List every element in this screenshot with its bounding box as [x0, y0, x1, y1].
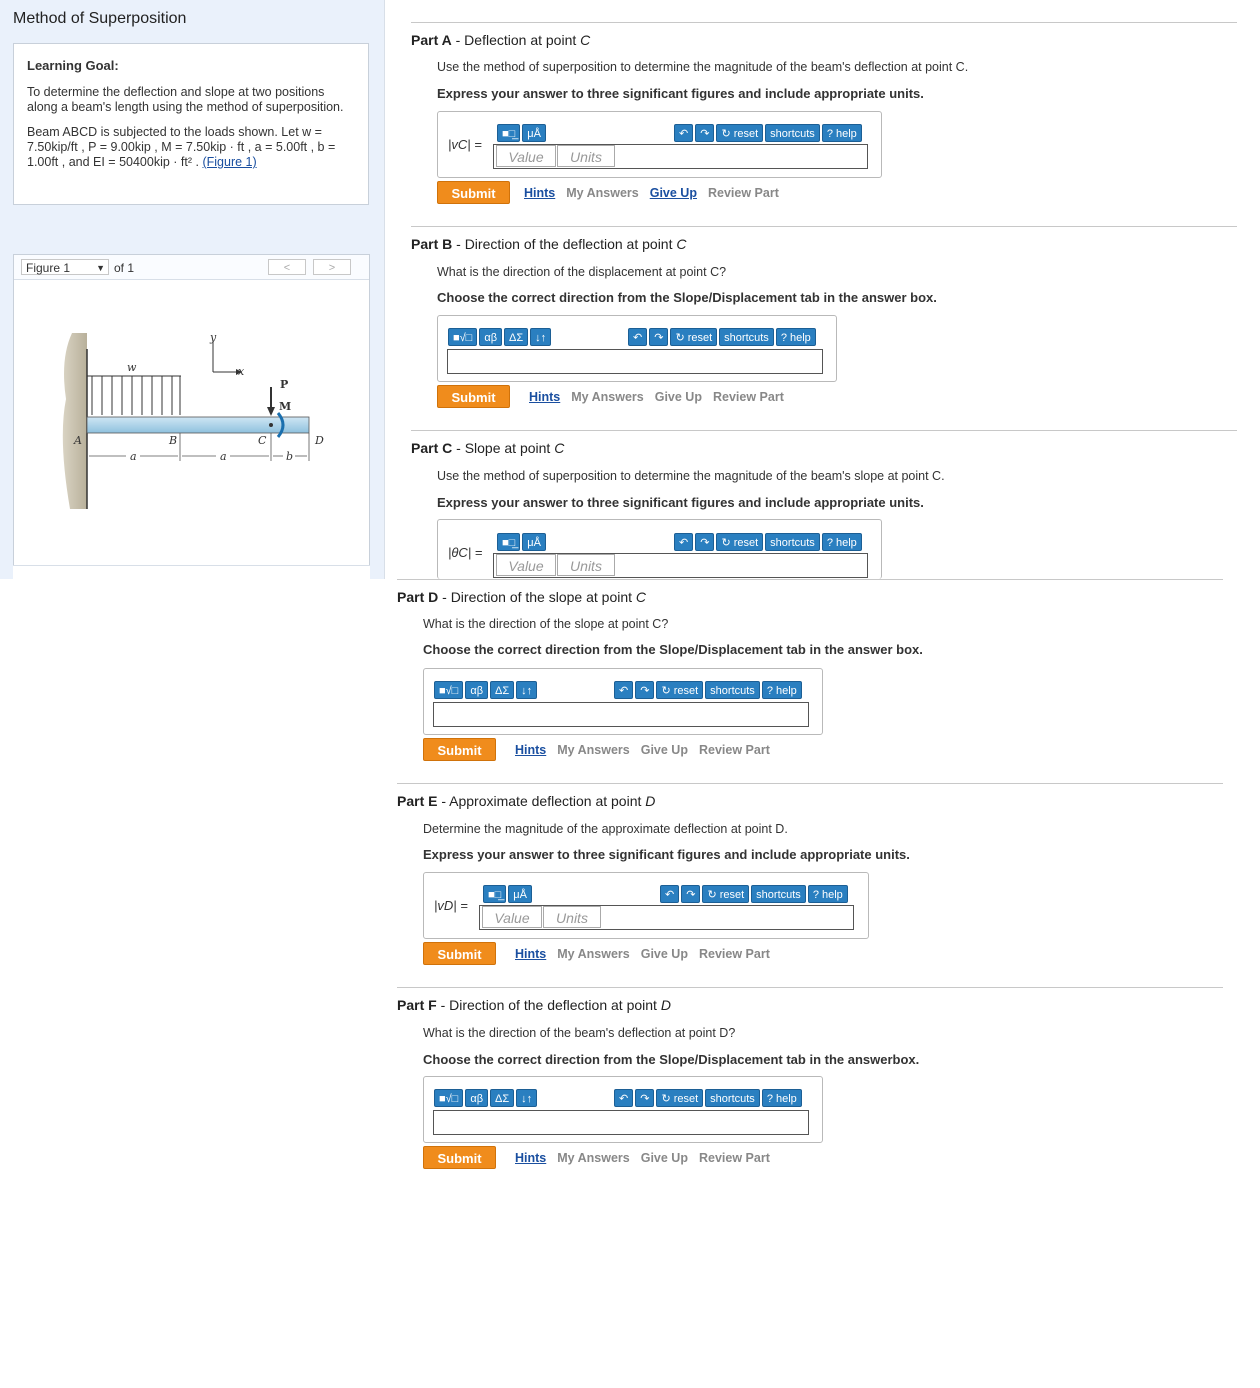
dim-a1-label: a [130, 450, 137, 463]
part-f-links [515, 1151, 781, 1165]
learning-goal-text: To determine the deflection and slope at two positions along a beam's length using the method of superposition. [27, 85, 344, 114]
hints-link[interactable]: Hints [515, 947, 547, 961]
part-b-toolbar-left [448, 328, 551, 346]
give-up-link[interactable]: Give Up [640, 1151, 688, 1165]
figure-header [14, 255, 369, 280]
part-b-question: What is the direction of the displacement at point C? [437, 265, 727, 279]
templates-button[interactable]: ■□̲ [497, 124, 520, 142]
part-b-instruction: Choose the correct direction from the Slope/Displacement tab in the answer box. [437, 290, 937, 305]
x-axis-label: x [238, 365, 245, 378]
my-answers-link[interactable]: My Answers [557, 947, 630, 961]
redo-icon[interactable]: ↷ [681, 885, 700, 903]
part-f-instruction: Choose the correct direction from the Slope/Displacement tab in the answerbox. [423, 1052, 920, 1067]
part-d-toolbar-left [434, 681, 537, 699]
p-label: P [280, 378, 289, 391]
part-a-links [524, 186, 790, 200]
greek-button[interactable]: αβ [465, 1089, 488, 1107]
m-label: M [279, 400, 292, 413]
c-point-label: C [258, 434, 267, 447]
part-d-links [515, 743, 781, 757]
part-f-question: What is the direction of the beam's deflection at point D? [423, 1026, 736, 1040]
figure-count: of 1 [114, 261, 135, 275]
dimension-lines [89, 433, 309, 461]
problem-title: Method of Superposition [13, 10, 187, 27]
delta-button[interactable]: ΔΣ [490, 681, 514, 699]
part-d-title[interactable]: Part D - Direction of the slope at point C [397, 589, 647, 605]
undo-icon[interactable]: ↶ [614, 1089, 633, 1107]
templates-button[interactable]: ■□̲ [497, 533, 520, 551]
shortcuts-button[interactable]: shortcuts [705, 1089, 760, 1107]
beam-figure [14, 279, 369, 567]
units-field[interactable]: Units [557, 145, 615, 167]
part-a-answer-box [437, 111, 882, 178]
figure-link[interactable]: (Figure 1) [202, 155, 257, 169]
shortcuts-button[interactable]: shortcuts [765, 124, 820, 142]
d-point-label: D [315, 434, 324, 447]
my-answers-link[interactable]: My Answers [557, 1151, 630, 1165]
part-c-variable: |θC| = [448, 545, 483, 560]
help-button[interactable]: ? help [822, 533, 862, 551]
value-field[interactable]: Value [482, 906, 542, 928]
delta-button[interactable]: ΔΣ [490, 1089, 514, 1107]
part-a-toolbar-left [497, 124, 546, 142]
help-button[interactable]: ? help [808, 885, 848, 903]
value-field[interactable]: Value [496, 554, 556, 576]
review-part-link[interactable]: Review Part [698, 1151, 770, 1165]
shortcuts-button[interactable]: shortcuts [705, 681, 760, 699]
give-up-link[interactable]: Give Up [654, 390, 702, 404]
part-e-toolbar-left [483, 885, 532, 903]
learning-goal-box [13, 43, 369, 205]
part-c-input[interactable] [493, 553, 868, 578]
part-a-title[interactable]: Part A - Deflection at point C [411, 32, 591, 48]
figure-footer [13, 565, 370, 580]
part-c-instruction: Express your answer to three significant figures and include appropriate units. [437, 495, 924, 510]
greek-button[interactable]: αβ [465, 681, 488, 699]
part-e-instruction: Express your answer to three significant figures and include appropriate units. [423, 847, 910, 862]
give-up-link[interactable]: Give Up [640, 743, 688, 757]
part-c-toolbar-right [674, 533, 862, 551]
part-a-variable: |vC| = [448, 137, 482, 152]
part-f-answer-box [423, 1076, 823, 1143]
part-b-title[interactable]: Part B - Direction of the deflection at point C [411, 236, 687, 252]
chevron-down-icon: ▼ [96, 263, 105, 273]
part-d-submit-button[interactable]: Submit [423, 738, 496, 761]
review-part-link[interactable]: Review Part [707, 186, 779, 200]
shortcuts-button[interactable]: shortcuts [719, 328, 774, 346]
hints-link[interactable]: Hints [515, 743, 547, 757]
redo-icon[interactable]: ↷ [695, 533, 714, 551]
undo-icon[interactable]: ↶ [660, 885, 679, 903]
give-up-link[interactable]: Give Up [640, 947, 688, 961]
dim-a2-label: a [220, 450, 227, 463]
sqrt-button[interactable]: ■√□ [434, 681, 463, 699]
learning-goal-heading: Learning Goal: [27, 58, 119, 73]
review-part-link[interactable]: Review Part [698, 743, 770, 757]
figure-panel [13, 254, 370, 568]
review-part-link[interactable]: Review Part [698, 947, 770, 961]
undo-icon[interactable]: ↶ [614, 681, 633, 699]
beam [87, 417, 309, 433]
w-label: w [127, 361, 137, 374]
a-point-label: A [74, 434, 82, 447]
part-b-submit-button[interactable]: Submit [437, 385, 510, 408]
help-button[interactable]: ? help [822, 124, 862, 142]
help-button[interactable]: ? help [762, 1089, 802, 1107]
y-axis-label: y [210, 331, 217, 344]
sqrt-button[interactable]: ■√□ [434, 1089, 463, 1107]
units-field[interactable]: Units [557, 554, 615, 576]
part-d-answer-box [423, 668, 823, 735]
reset-button[interactable]: ↻ reset [716, 533, 763, 551]
part-a-input[interactable] [493, 144, 868, 169]
part-f-submit-button[interactable]: Submit [423, 1146, 496, 1169]
part-e-links [515, 947, 781, 961]
help-button[interactable]: ? help [776, 328, 816, 346]
review-part-link[interactable]: Review Part [712, 390, 784, 404]
part-e-submit-button[interactable]: Submit [423, 942, 496, 965]
wall-support [63, 333, 87, 509]
part-c-answer-box [437, 519, 882, 579]
units-button[interactable]: μÅ [522, 124, 546, 142]
my-answers-link[interactable]: My Answers [571, 390, 644, 404]
greek-button[interactable]: αβ [479, 328, 502, 346]
arrows-button[interactable]: ↓↑ [516, 681, 537, 699]
redo-icon[interactable]: ↷ [695, 124, 714, 142]
part-e-toolbar-right [660, 885, 848, 903]
part-a-submit-button[interactable]: Submit [437, 181, 510, 204]
units-button[interactable]: μÅ [508, 885, 532, 903]
part-d-input[interactable] [433, 702, 809, 727]
part-a-instruction: Express your answer to three significant figures and include appropriate units. [437, 86, 924, 101]
prev-figure-button[interactable]: < [268, 259, 306, 275]
problem-statement: Beam ABCD is subjected to the loads shown. Let w = 7.50kip/ft , P = 9.00kip , M = 7.50kip · ft , a = 5.00ft , b = 1.00ft , and EI = 50400kip · ft² . [27, 125, 336, 169]
redo-icon[interactable]: ↷ [649, 328, 668, 346]
my-answers-link[interactable]: My Answers [557, 743, 630, 757]
help-button[interactable]: ? help [762, 681, 802, 699]
give-up-link[interactable]: Give Up [649, 186, 697, 200]
part-b-toolbar-right [628, 328, 816, 346]
hints-link[interactable]: Hints [515, 1151, 547, 1165]
undo-icon[interactable]: ↶ [674, 124, 693, 142]
shortcuts-button[interactable]: shortcuts [765, 533, 820, 551]
undo-icon[interactable]: ↶ [674, 533, 693, 551]
part-e-variable: |vD| = [434, 898, 468, 913]
reset-button[interactable]: ↻ reset [656, 681, 703, 699]
reset-button[interactable]: ↻ reset [670, 328, 717, 346]
part-d-toolbar-right [614, 681, 802, 699]
shortcuts-button[interactable]: shortcuts [751, 885, 806, 903]
sqrt-button[interactable]: ■√□ [448, 328, 477, 346]
reset-button[interactable]: ↻ reset [702, 885, 749, 903]
part-a-toolbar-right [674, 124, 862, 142]
reset-button[interactable]: ↻ reset [656, 1089, 703, 1107]
part-f-toolbar-left [434, 1089, 537, 1107]
part-d-question: What is the direction of the slope at point C? [423, 617, 669, 631]
dim-b-label: b [286, 450, 294, 463]
part-f-title[interactable]: Part F - Direction of the deflection at point D [397, 997, 671, 1013]
templates-button[interactable]: ■□̲ [483, 885, 506, 903]
arrows-button[interactable]: ↓↑ [530, 328, 551, 346]
left-panel [0, 0, 385, 579]
part-f-toolbar-right [614, 1089, 802, 1107]
figure-select[interactable]: Figure 1 ▼ [21, 259, 109, 275]
my-answers-link[interactable]: My Answers [566, 186, 639, 200]
hints-link[interactable]: Hints [524, 186, 556, 200]
delta-button[interactable]: ΔΣ [504, 328, 528, 346]
part-f-input[interactable] [433, 1110, 809, 1135]
reset-button[interactable]: ↻ reset [716, 124, 763, 142]
b-point-label: B [169, 434, 178, 447]
part-c-toolbar-left [497, 533, 546, 551]
part-e-input[interactable] [479, 905, 854, 930]
hints-link[interactable]: Hints [529, 390, 561, 404]
part-c-question: Use the method of superposition to determine the magnitude of the beam's slope at point C. [437, 469, 945, 483]
part-d-instruction: Choose the correct direction from the Slope/Displacement tab in the answer box. [423, 642, 923, 657]
next-figure-button[interactable]: > [313, 259, 351, 275]
part-a-question: Use the method of superposition to determine the magnitude of the beam's deflection at point C. [437, 60, 969, 74]
redo-icon[interactable]: ↷ [635, 1089, 654, 1107]
distributed-load [92, 376, 180, 415]
undo-icon[interactable]: ↶ [628, 328, 647, 346]
units-field[interactable]: Units [543, 906, 601, 928]
part-e-answer-box [423, 872, 869, 939]
arrows-button[interactable]: ↓↑ [516, 1089, 537, 1107]
part-c-title[interactable]: Part C - Slope at point C [411, 440, 565, 456]
redo-icon[interactable]: ↷ [635, 681, 654, 699]
value-field[interactable]: Value [496, 145, 556, 167]
part-e-title[interactable]: Part E - Approximate deflection at point D [397, 793, 656, 809]
part-e-question: Determine the magnitude of the approximate deflection at point D. [423, 822, 788, 836]
part-b-answer-box [437, 315, 837, 382]
units-button[interactable]: μÅ [522, 533, 546, 551]
part-b-links [529, 390, 795, 404]
part-b-input[interactable] [447, 349, 823, 374]
